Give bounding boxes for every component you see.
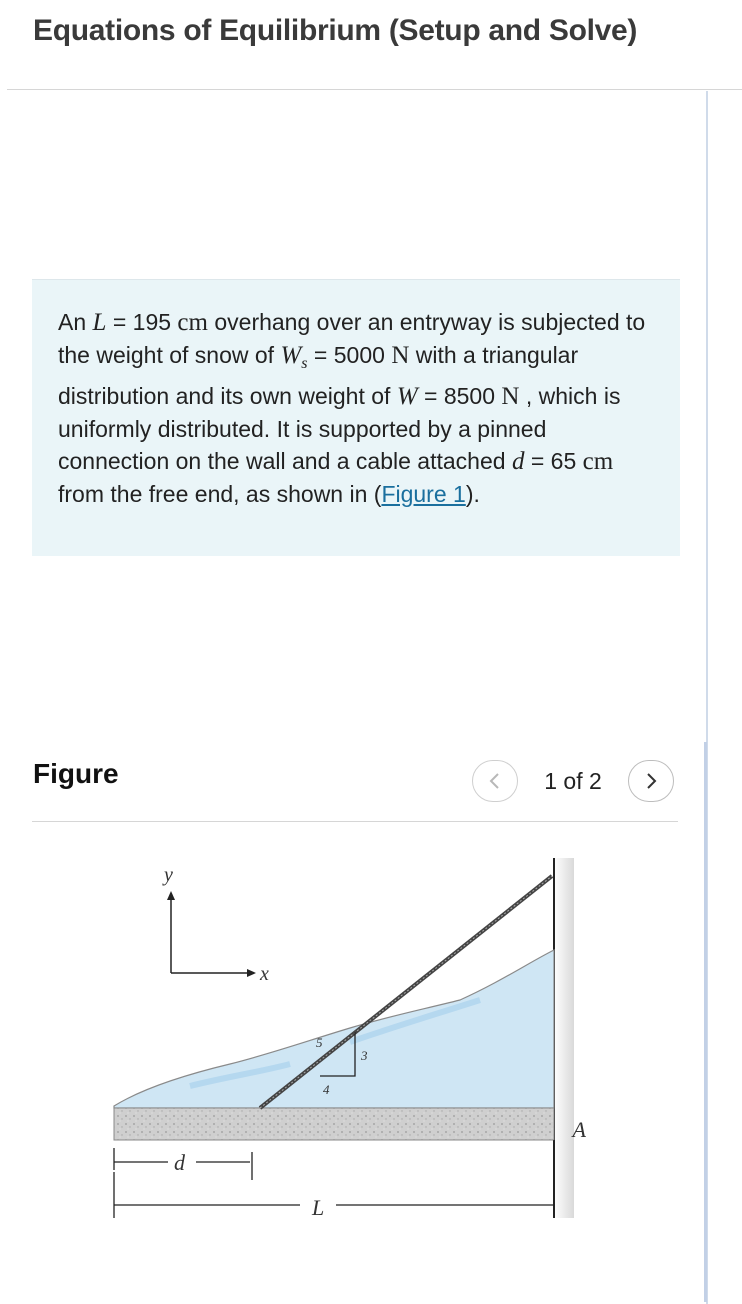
next-figure-button[interactable] (628, 760, 674, 802)
scrollbar-track[interactable] (704, 742, 707, 1302)
problem-text: from the free end, as shown in ( (58, 481, 382, 507)
unit-ws: N (391, 342, 410, 369)
page-title: Equations of Equilibrium (Setup and Solve) (33, 14, 638, 47)
slope-label-3: 3 (361, 1048, 368, 1063)
figure-counter: 1 of 2 (544, 768, 602, 794)
coordinate-axes (162, 864, 269, 985)
unit-d: cm (582, 448, 614, 475)
problem-statement (32, 279, 680, 556)
y-axis-label: y (164, 864, 173, 886)
problem-text: with a triangular distribution and its own weight of (58, 342, 579, 409)
dimension-d (114, 1148, 252, 1180)
var-l: L (92, 309, 107, 336)
problem-text: overhang over an entryway is subjected to the weight of snow of (58, 309, 646, 368)
problem-text: An (58, 309, 93, 335)
figure-link[interactable]: Figure 1 (381, 481, 466, 507)
figure-heading: Figure (33, 758, 119, 789)
problem-text: ). (465, 481, 480, 507)
figure-divider (32, 821, 678, 822)
var-d: d (511, 448, 525, 475)
unit-w: N (501, 383, 520, 410)
value-l: = 195 (106, 309, 178, 335)
chevron-left-icon (488, 771, 502, 791)
dim-label-l: L (312, 1195, 325, 1220)
value-w: = 8500 (417, 383, 502, 409)
wall (554, 858, 574, 1218)
overhang-slab (114, 1108, 554, 1140)
unit-l: cm (177, 309, 208, 336)
slope-label-4: 4 (323, 1082, 330, 1097)
var-ws-subscript: s (301, 355, 308, 372)
var-w: W (396, 383, 418, 410)
previous-figure-button[interactable] (472, 760, 518, 802)
x-axis-label: x (260, 963, 269, 985)
overhang-diagram (100, 850, 586, 1225)
pin-label-a: A (572, 1117, 586, 1142)
dim-label-d: d (174, 1150, 185, 1175)
chevron-right-icon (644, 771, 658, 791)
value-d: = 65 (524, 448, 583, 474)
header-divider (7, 89, 742, 90)
value-ws: = 5000 (307, 342, 392, 368)
var-ws: W (280, 342, 302, 369)
slope-label-5: 5 (316, 1035, 323, 1050)
problem-text: , which is uniformly distributed. It is supported by a pinned connection on the wall and a cable attached (58, 383, 621, 474)
